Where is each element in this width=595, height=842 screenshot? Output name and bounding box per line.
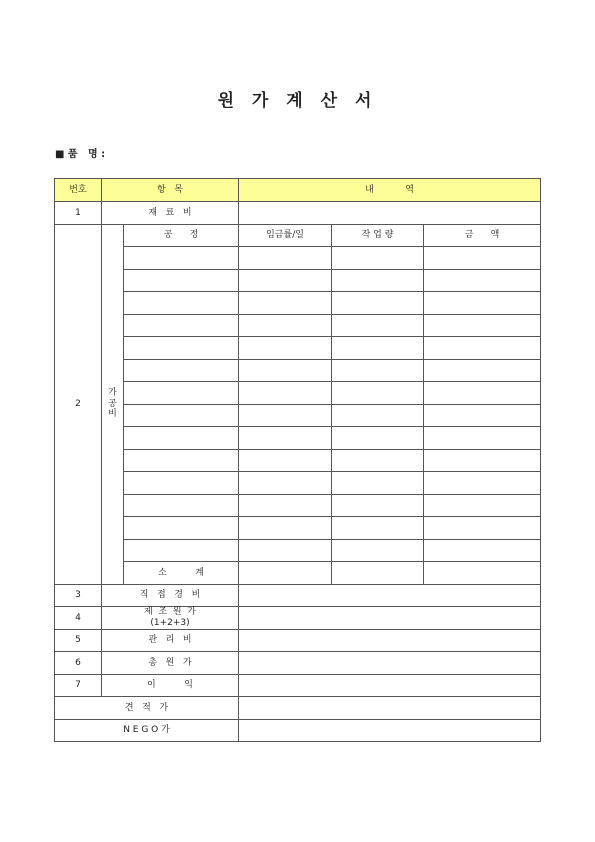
qty-cell[interactable]: [332, 292, 424, 315]
process-cell[interactable]: [124, 247, 239, 270]
process-cell[interactable]: [124, 539, 239, 562]
product-name-label: ■ 품 명 :: [55, 149, 106, 160]
subtotal-label: 소 계: [124, 562, 239, 585]
col-process-label: 공 정: [124, 224, 239, 247]
header-detail: 내 역: [239, 179, 541, 202]
qty-cell[interactable]: [332, 539, 424, 562]
process-cell[interactable]: [124, 494, 239, 517]
amount-cell[interactable]: [424, 292, 541, 315]
row-no: 2: [55, 224, 102, 584]
row-no: 5: [55, 629, 102, 652]
qty-cell[interactable]: [332, 337, 424, 360]
process-cell[interactable]: [124, 269, 239, 292]
amount-cell[interactable]: [424, 494, 541, 517]
qty-cell[interactable]: [332, 562, 424, 585]
col-amount-label: 금 액: [424, 224, 541, 247]
process-cell[interactable]: [124, 337, 239, 360]
row-label-processing: 가 공 비: [102, 224, 124, 584]
row-label-total-cost: 총 원 가: [102, 652, 239, 675]
process-cell[interactable]: [124, 449, 239, 472]
rate-cell[interactable]: [239, 314, 332, 337]
value-cell-estimate[interactable]: [239, 697, 541, 720]
value-cell-direct-expense[interactable]: [239, 584, 541, 607]
col-rate-label: 임금률/일: [239, 224, 332, 247]
amount-cell[interactable]: [424, 269, 541, 292]
qty-cell[interactable]: [332, 269, 424, 292]
amount-cell[interactable]: [424, 404, 541, 427]
rate-cell[interactable]: [239, 472, 332, 495]
rate-cell[interactable]: [239, 359, 332, 382]
table-row-process-entry: [55, 539, 541, 562]
cost-calculation-table: [54, 178, 541, 742]
process-cell[interactable]: [124, 472, 239, 495]
value-cell-manufacturing-cost[interactable]: [239, 607, 541, 630]
table-row-process-entry: [55, 449, 541, 472]
table-row-process-entry: [55, 382, 541, 405]
qty-cell[interactable]: [332, 247, 424, 270]
table-row-process-entry: [55, 247, 541, 270]
row-no: 1: [55, 202, 102, 225]
table-row-material: [55, 202, 541, 225]
amount-cell[interactable]: [424, 517, 541, 540]
process-cell[interactable]: [124, 382, 239, 405]
process-cell[interactable]: [124, 404, 239, 427]
amount-cell[interactable]: [424, 359, 541, 382]
table-row-manufacturing-cost: [55, 607, 541, 630]
qty-cell[interactable]: [332, 472, 424, 495]
qty-cell[interactable]: [332, 314, 424, 337]
qty-cell[interactable]: [332, 427, 424, 450]
amount-cell[interactable]: [424, 382, 541, 405]
table-row-process-entry: [55, 359, 541, 382]
row-label-estimate: 견 적 가: [55, 697, 239, 720]
table-row-process-entry: [55, 337, 541, 360]
amount-cell[interactable]: [424, 337, 541, 360]
amount-cell[interactable]: [424, 562, 541, 585]
rate-cell[interactable]: [239, 337, 332, 360]
rate-cell[interactable]: [239, 247, 332, 270]
row-no: 7: [55, 674, 102, 697]
row-label-direct-expense: 직 접 경 비: [102, 584, 239, 607]
table-row-process-entry: [55, 269, 541, 292]
rate-cell[interactable]: [239, 382, 332, 405]
rate-cell[interactable]: [239, 449, 332, 472]
table-row-process-entry: [55, 517, 541, 540]
col-qty-label: 작 업 량: [332, 224, 424, 247]
rate-cell[interactable]: [239, 494, 332, 517]
rate-cell[interactable]: [239, 539, 332, 562]
amount-cell[interactable]: [424, 314, 541, 337]
table-row-nego: [55, 719, 541, 742]
table-header-row: [55, 179, 541, 202]
row-no: 6: [55, 652, 102, 675]
qty-cell[interactable]: [332, 517, 424, 540]
qty-cell[interactable]: [332, 359, 424, 382]
row-label-nego: N E G O 가: [55, 719, 239, 742]
document-title: 원 가 계 산 서: [217, 91, 378, 111]
header-no: 번호: [55, 179, 102, 202]
table-row-process-entry: [55, 314, 541, 337]
table-row-process-entry: [55, 472, 541, 495]
table-row-process-entry: [55, 494, 541, 517]
amount-cell[interactable]: [424, 427, 541, 450]
qty-cell[interactable]: [332, 449, 424, 472]
rate-cell[interactable]: [239, 292, 332, 315]
value-cell-total-cost[interactable]: [239, 652, 541, 675]
amount-cell[interactable]: [424, 539, 541, 562]
amount-cell[interactable]: [424, 449, 541, 472]
table-row-processing-header: [55, 224, 541, 247]
process-cell[interactable]: [124, 314, 239, 337]
row-label-material: 재 료 비: [102, 202, 239, 225]
table-row-direct-expense: [55, 584, 541, 607]
qty-cell[interactable]: [332, 404, 424, 427]
amount-cell[interactable]: [424, 247, 541, 270]
table-row-profit: [55, 674, 541, 697]
rate-cell[interactable]: [239, 404, 332, 427]
rate-cell[interactable]: [239, 562, 332, 585]
row-no: 4: [55, 607, 102, 630]
table-row-process-entry: [55, 427, 541, 450]
table-row-process-entry: [55, 404, 541, 427]
table-row-process-entry: [55, 292, 541, 315]
rate-cell[interactable]: [239, 269, 332, 292]
process-cell[interactable]: [124, 517, 239, 540]
qty-cell[interactable]: [332, 494, 424, 517]
value-cell-profit[interactable]: [239, 674, 541, 697]
table-row-estimate: [55, 697, 541, 720]
process-cell[interactable]: [124, 292, 239, 315]
qty-cell[interactable]: [332, 382, 424, 405]
row-label-admin-cost: 관 리 비: [102, 629, 239, 652]
value-cell-nego[interactable]: [239, 719, 541, 742]
table-row-total-cost: [55, 652, 541, 675]
value-cell-material[interactable]: [239, 202, 541, 225]
row-no: 3: [55, 584, 102, 607]
rate-cell[interactable]: [239, 427, 332, 450]
process-cell[interactable]: [124, 427, 239, 450]
header-item: 항 목: [102, 179, 239, 202]
value-cell-admin-cost[interactable]: [239, 629, 541, 652]
rate-cell[interactable]: [239, 517, 332, 540]
table-row-admin-cost: [55, 629, 541, 652]
amount-cell[interactable]: [424, 472, 541, 495]
table-row-subtotal: [55, 562, 541, 585]
row-label-profit: 이 익: [102, 674, 239, 697]
row-label-manufacturing-cost: 제 조 원 가 (1+2+3): [102, 607, 239, 630]
process-cell[interactable]: [124, 359, 239, 382]
